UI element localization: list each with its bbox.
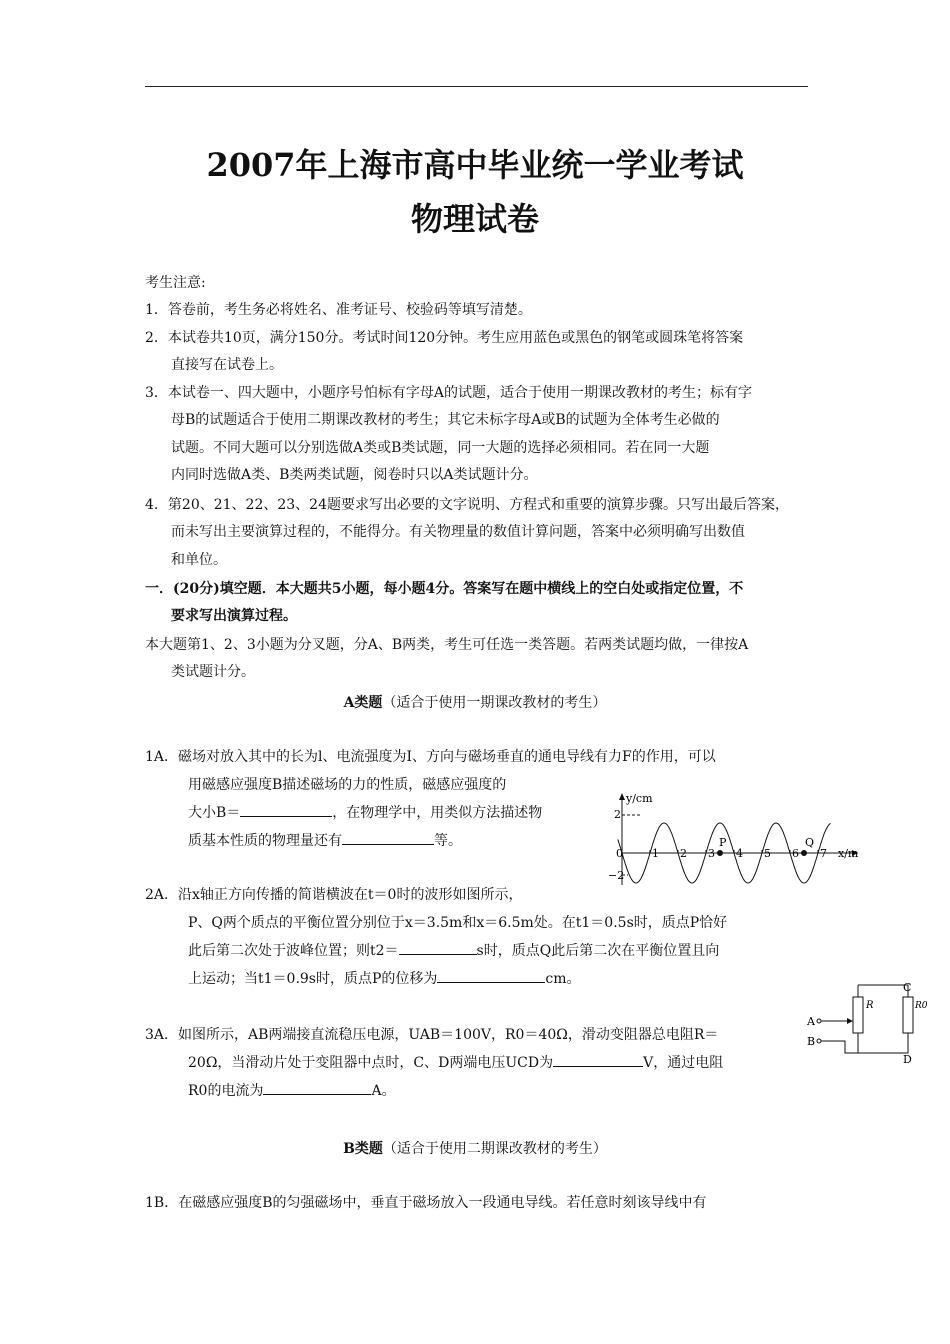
a-category-heading [0,692,950,712]
b-category-heading [0,1138,950,1158]
wire-b [821,1041,858,1053]
q3a-text: A。 [371,1083,396,1099]
q2a-answer-blank-1[interactable] [399,940,477,955]
x-axis-label: x/m [838,847,859,860]
q2a-line-3 [188,938,719,964]
circuit-diagram [805,975,928,1070]
notice-item-3: 3．本试卷一、四大题中，小题序号怕标有字母A的试题，适合于使用一期课改教材的考生；标有字 [145,385,753,401]
exam-title: 2007年上海市高中毕业统一学业考试 [206,146,744,184]
a-category-desc: （适合于使用一期课改教材的考生） [382,695,607,711]
q1a-text: 大小B＝ [188,805,241,821]
y-axis-label: y/cm [626,792,653,805]
y-tick-top: 2 [614,808,621,821]
section-1-heading: 一．(20分)填空题．本大题共5小题，每小题4分。答案写在题中横线上的空白处或指定位置，不 [145,581,744,597]
origin-label: 0 [616,847,623,860]
section-intro: 本大题第1、2、3小题为分叉题，分A、B两类，考生可任选一类答题。若两类试题均做，一律按A [145,637,749,653]
q3a-line-2 [188,1050,723,1076]
point-q [801,850,807,856]
y-tick-bottom: −2 [608,869,625,882]
q2a-text: cm。 [545,971,581,987]
notice-item-2-cont: 直接写在试卷上。 [171,357,283,373]
notice-item-4-cont: 和单位。 [171,552,227,568]
notice-item-4-cont: 而未写出主要演算过程的，不能得分。有关物理量的数值计算问题，答案中必须明确写出数值 [171,524,745,540]
resistor-r0 [903,997,913,1033]
q3a-text: R0的电流为 [188,1083,264,1099]
notice-item-4: 4．第20、21、22、23、24题要求写出必要的文字说明、方程式和重要的演算步骤。只写出最后答案， [145,497,789,513]
y-axis-arrow [619,793,625,800]
q2a-text: 此后第二次处于波峰位置；则t2＝ [188,943,399,959]
q1a-text: 等。 [434,833,462,849]
section-1-heading-cont: 要求写出演算过程。 [171,608,297,624]
q1a-line-3 [188,800,542,826]
x-tick-label: 5 [764,847,771,860]
terminal-d-label: D [903,1053,912,1066]
terminal-b [817,1039,821,1043]
terminal-a-label: A [807,1015,815,1028]
q1a-line-4 [188,828,462,854]
b-category-desc: （适合于使用二期课改教材的考生） [382,1141,607,1157]
x-tick-label: 6 [792,847,799,860]
slider-arrow [847,1018,853,1024]
point-p-label: P [719,836,727,849]
q3a-answer-blank-2[interactable] [263,1080,371,1095]
notice-heading: 考生注意: [145,275,206,291]
q3a-answer-blank-1[interactable] [553,1052,643,1067]
x-tick-label: 4 [736,847,743,860]
notice-item-3-cont: 母B的试题适合于使用二期课改教材的考生；其它未标字母A或B的试题为全体考生必做的 [171,412,720,428]
notice-item-3-cont: 试题。不同大题可以分别选做A类或B类试题，同一大题的选择必须相同。若在同一大题 [171,440,710,456]
exam-subtitle: 物理试卷 [410,200,539,238]
q2a-line-2: P、Q两个质点的平衡位置分别位于x＝3.5m和x＝6.5m处。在t1＝0.5s时，质点P恰好 [188,915,728,931]
q1a-line-2: 用磁感应强度B描述磁场的力的性质，磁感应强度的 [188,777,507,793]
q1a-line-1: 1A．磁场对放入其中的长为l、电流强度为I、方向与磁场垂直的通电导线有力F的作用，可以 [145,749,716,765]
notice-item-1: 1．答卷前，考生务必将姓名、准考证号、校验码等填写清楚。 [145,302,532,318]
terminal-c-label: C [903,981,912,994]
terminal-a [817,1019,821,1023]
b-category-label: B类题 [343,1141,383,1157]
point-p [717,850,723,856]
x-tick-label: 7 [820,847,827,860]
q1a-text: ，在物理学中，用类似方法描述物 [332,805,543,821]
q1a-answer-blank-1[interactable] [240,802,332,817]
q2a-text: 上运动；当t1＝0.9s时，质点P的位移为 [188,971,438,987]
section-intro-cont: 类试题计分。 [171,664,255,680]
x-tick-label: 2 [680,847,687,860]
q1a-answer-blank-2[interactable] [342,830,434,845]
x-tick-label: 1 [652,847,659,860]
q1a-text: 质基本性质的物理量还有 [188,833,342,849]
q2a-line-4 [188,966,581,992]
q2a-answer-blank-2[interactable] [437,968,545,983]
header-rule [145,86,808,87]
q3a-text: 20Ω，当滑动片处于变阻器中点时，C、D两端电压UCD为 [188,1055,554,1071]
q3a-line-1: 3A．如图所示，AB两端接直流稳压电源，UAB＝100V，R0＝40Ω，滑动变阻器总电阻R＝ [145,1027,719,1043]
point-q-label: Q [805,836,815,849]
q1b-line-1: 1B．在磁感应强度B的匀强磁场中，垂直于磁场放入一段通电导线。若任意时刻该导线中有 [145,1195,707,1211]
notice-item-3-cont: 内同时选做A类、B类两类试题，阅卷时只以A类试题计分。 [171,467,538,483]
terminal-b-label: B [807,1035,816,1048]
q3a-line-3 [188,1078,396,1104]
q3a-text: V，通过电阻 [643,1055,724,1071]
a-category-label: A类题 [343,695,383,711]
rheostat-r [853,997,863,1033]
wave-diagram [600,785,870,890]
notice-item-2: 2．本试卷共10页，满分150分。考试时间120分钟。考生应用蓝色或黑色的钢笔或圆珠笔将答案 [145,330,744,346]
rheostat-label: R [866,1000,874,1011]
q2a-text: s时，质点Q此后第二次在平衡位置且向 [476,943,720,959]
resistor-r0-label: R0 [915,1001,928,1011]
circuit-wires [858,985,908,1053]
x-tick-label: 3 [708,847,715,860]
q2a-line-1: 2A．沿x轴正方向传播的简谐横波在t＝0时的波形如图所示， [145,887,523,903]
